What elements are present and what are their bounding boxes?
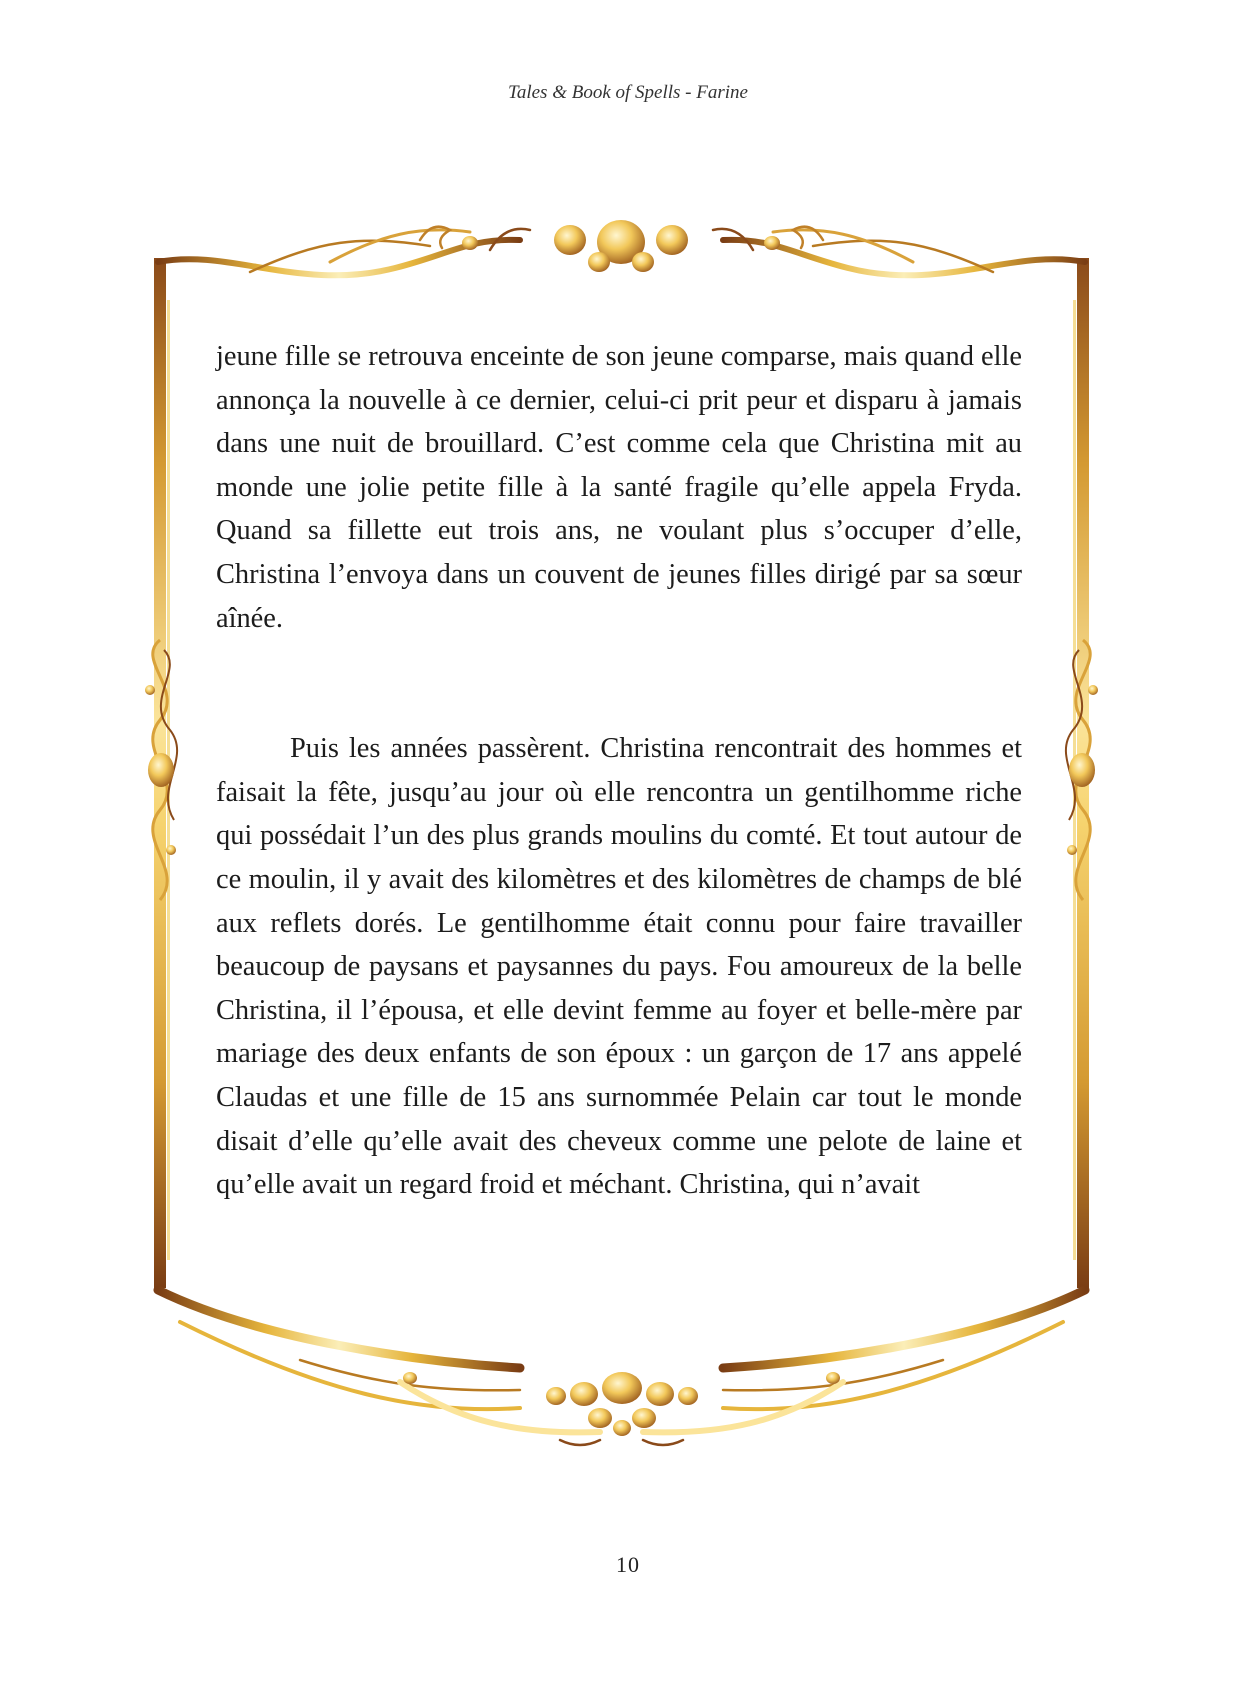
top-ornament xyxy=(158,227,1085,276)
page-number: 10 xyxy=(616,1552,640,1577)
top-pearls xyxy=(462,220,780,272)
paragraph-2: Puis les années passèrent. Christina rencontrait des hommes et faisait la fête, jusqu’au jour où elle rencontra un gentilhomme riche qui possédait l’un des plus grands moulins du comté. Et tout autour de ce moulin, il y avait des kilomètres et des kilomètres de champs de blé aux reflets dorés. Le gentilhomme était connu pour faire travailler beaucoup de paysans et paysannes du pays. Fou amoureux de la belle Christina, il l’épousa, et elle devint femme au foyer et belle-mère par mariage des deux enfants de son époux : un garçon de 17 ans appelé Claudas et une fille de 15 ans surnommée Pelain car tout le monde disait d’elle qu’elle avait des cheveux comme une pelote de laine et qu’elle avait un regard froid et méchant. Christina, qui n’avait xyxy=(216,733,1022,1201)
left-border xyxy=(154,258,170,1288)
right-side-ornament xyxy=(1066,640,1098,900)
bottom-ornament xyxy=(158,1290,1085,1445)
paragraph-1: jeune fille se retrouva enceinte de son jeune comparse, mais quand elle annonça la nouvelle à ce dernier, celui-ci prit peur et disparu à jamais dans une nuit de brouillard. C’est comme cela que Christina mit au monde une jolie petite fille à la santé fragile qu’elle appela Fryda. Quand sa fillette eut trois ans, ne voulant plus s’occuper d’elle, Christina l’envoya dans un couvent de jeunes filles dirigé par sa sœur aînée. xyxy=(216,341,1022,634)
running-header: Tales & Book of Spells - Farine xyxy=(508,82,748,103)
bottom-pearls xyxy=(403,1372,840,1436)
right-border xyxy=(1073,258,1089,1288)
body-text xyxy=(216,335,1022,1207)
left-side-ornament xyxy=(145,640,177,900)
